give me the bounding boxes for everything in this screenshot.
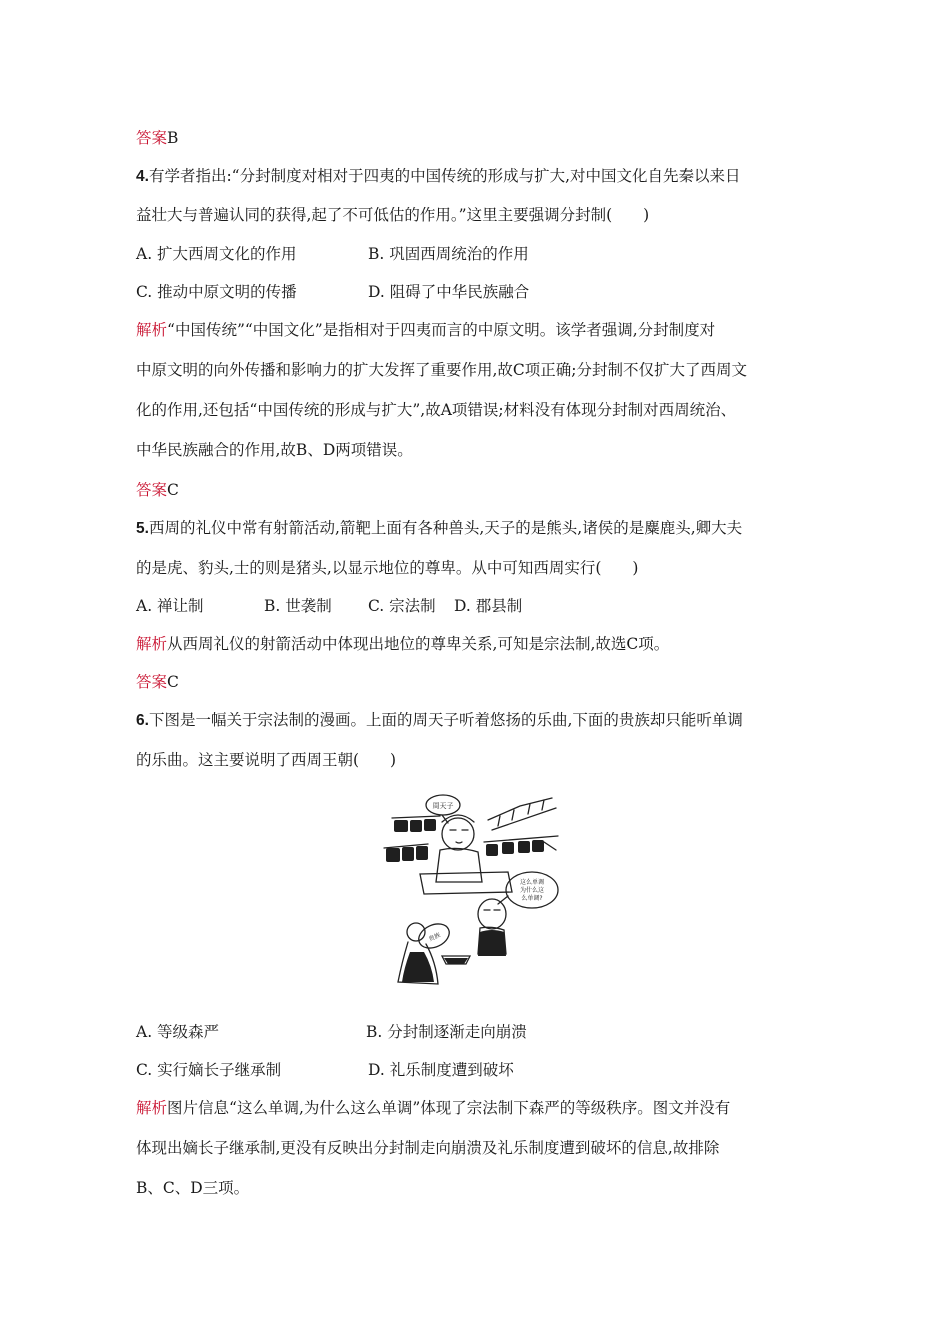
- analysis-4-line2: 中原文明的向外传播和影响力的扩大发挥了重要作用,故C项正确;分封制不仅扩大了西周文: [136, 361, 748, 379]
- analysis-label: 解析: [136, 635, 168, 653]
- question-4-line1: [136, 166, 741, 187]
- analysis-text: “中国传统”“中国文化”是指相对于四夷而言的中原文明。该学者强调,分封制度对: [167, 321, 716, 339]
- emperor-head: [442, 818, 474, 850]
- answer-value: B: [167, 129, 179, 147]
- analysis-4-line4: 中华民族融合的作用,故B、D两项错误。: [136, 441, 413, 459]
- question-text: 有学者指出:“分封制度对相对于四夷的中国传统的形成与扩大,对中国文化自先秦以来日: [148, 167, 741, 185]
- question-5-line1: [136, 518, 742, 539]
- analysis-6-line3: B、C、D三项。: [136, 1179, 250, 1197]
- noble-head: [478, 899, 506, 929]
- question-6-line1: [136, 710, 743, 731]
- option-b: B. 分封制逐渐走向崩溃: [366, 1023, 527, 1041]
- option-a: A. 等级森严: [136, 1023, 220, 1041]
- option-b: B. 巩固西周统治的作用: [368, 245, 529, 263]
- analysis-4-line3: 化的作用,还包括“中国传统的形成与扩大”,故A项错误;材料没有体现分封制对西周统治、: [136, 401, 737, 419]
- question-number: 6.: [136, 712, 149, 729]
- bubble-right-text-1: 这么单调: [519, 879, 545, 886]
- option-c: C. 宗法制: [368, 597, 436, 615]
- analysis-6-line1: [136, 1098, 730, 1118]
- option-d: D. 阻碍了中华民族融合: [368, 283, 530, 301]
- analysis-4-line1: [136, 320, 715, 340]
- analysis-label: 解析: [136, 1099, 168, 1117]
- bubble-left-text: 贵族: [427, 931, 442, 944]
- answer-label: 答案: [136, 129, 168, 147]
- cartoon-figure: [380, 786, 562, 1000]
- bubble-right-text-3: 么单调?: [521, 895, 543, 902]
- option-c: C. 实行嫡长子继承制: [136, 1061, 282, 1079]
- analysis-6-line2: 体现出嫡长子继承制,更没有反映出分封制走向崩溃及礼乐制度遭到破坏的信息,故排除: [136, 1139, 720, 1157]
- option-c: C. 推动中原文明的传播: [136, 283, 297, 301]
- answer-line-q3: [136, 128, 178, 148]
- question-number: 5.: [136, 520, 149, 537]
- option-a: A. 禅让制: [136, 597, 204, 615]
- option-a: A. 扩大西周文化的作用: [136, 245, 297, 263]
- option-b: B. 世袭制: [264, 597, 332, 615]
- answer-value: C: [167, 481, 179, 499]
- option-d: D. 郡县制: [454, 597, 523, 615]
- question-6-line2: 的乐曲。这主要说明了西周王朝( ): [136, 751, 397, 769]
- analysis-label: 解析: [136, 321, 168, 339]
- analysis-5-line1: [136, 634, 669, 654]
- question-text: 下图是一幅关于宗法制的漫画。上面的周天子听着悠扬的乐曲,下面的贵族却只能听单调: [148, 711, 743, 729]
- option-d: D. 礼乐制度遭到破坏: [368, 1061, 514, 1079]
- answer-label: 答案: [136, 481, 168, 499]
- analysis-text: 从西周礼仪的射箭活动中体现出地位的尊卑关系,可知是宗法制,故选C项。: [167, 635, 670, 653]
- question-5-line2: 的是虎、豹头,士的则是猪头,以显示地位的尊卑。从中可知西周实行( ): [136, 559, 639, 577]
- answer-line-q5: [136, 672, 179, 692]
- bubble-top-text: 周天子: [432, 802, 454, 810]
- question-text: 西周的礼仪中常有射箭活动,箭靶上面有各种兽头,天子的是熊头,诸侯的是麋鹿头,卿大夫: [148, 519, 743, 537]
- bubble-right-text-2: 为什么这: [519, 887, 545, 894]
- analysis-text: 图片信息“这么单调,为什么这么单调”体现了宗法制下森严的等级秩序。图文并没有: [167, 1099, 731, 1117]
- question-number: 4.: [136, 168, 149, 185]
- answer-value: C: [167, 673, 179, 691]
- question-4-line2: 益壮大与普遍认同的获得,起了不可低估的作用。”这里主要强调分封制( ): [136, 206, 650, 224]
- answer-line-q4: [136, 480, 179, 500]
- answer-label: 答案: [136, 673, 168, 691]
